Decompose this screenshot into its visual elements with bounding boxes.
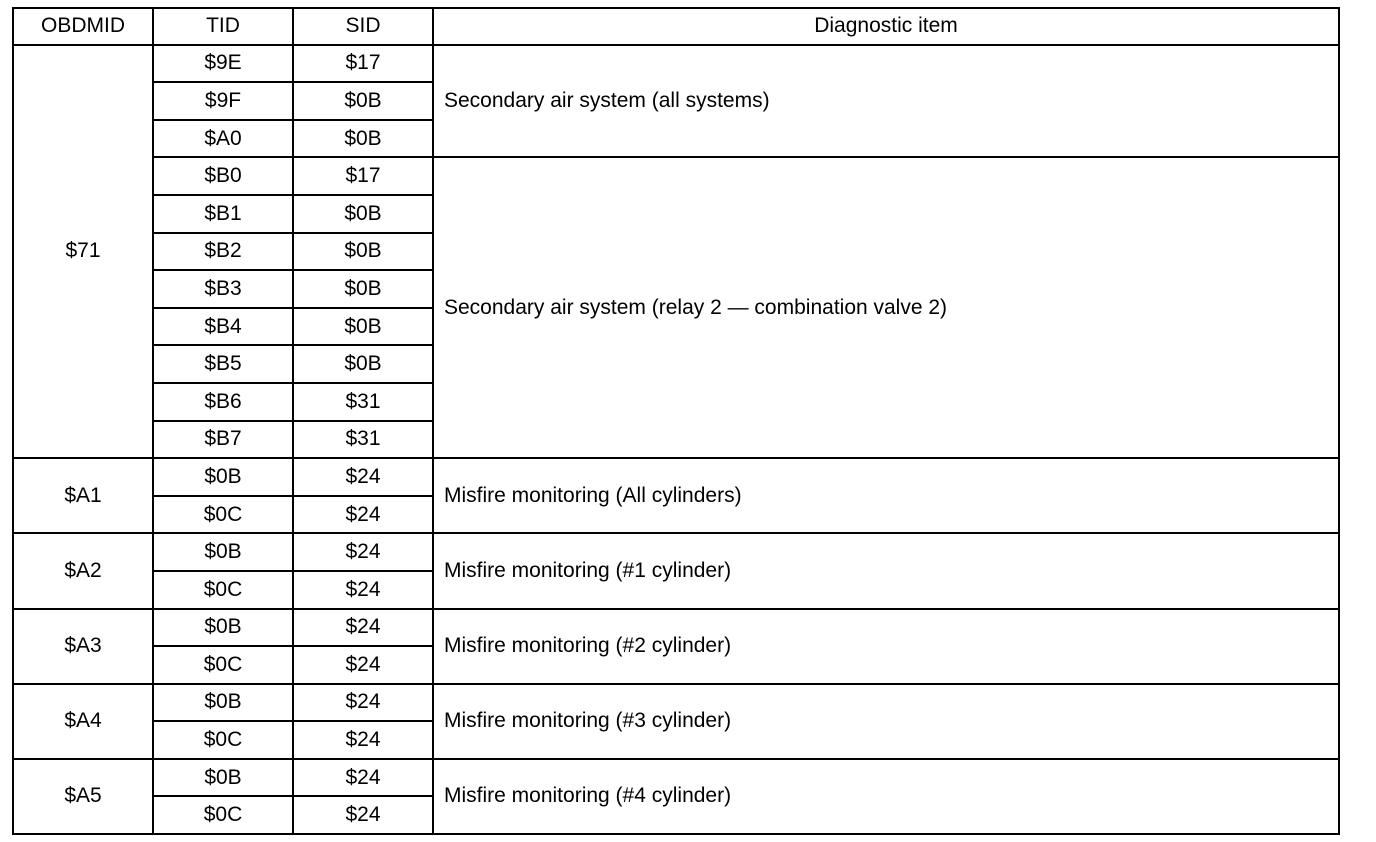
tid-cell: $9E [153, 45, 293, 83]
diagnostic-item-cell: Misfire monitoring (All cylinders) [433, 458, 1339, 533]
tid-cell: $B0 [153, 157, 293, 195]
tid-cell: $0C [153, 796, 293, 834]
obdmid-cell: $A3 [13, 609, 153, 684]
tid-cell: $B5 [153, 345, 293, 383]
obdmid-cell: $A4 [13, 684, 153, 759]
sid-cell: $31 [293, 421, 433, 459]
tid-cell: $0C [153, 571, 293, 609]
tid-cell: $0B [153, 458, 293, 496]
diagnostic-item-cell: Misfire monitoring (#2 cylinder) [433, 609, 1339, 684]
table-row [13, 458, 1339, 496]
diagnostic-item-cell: Misfire monitoring (#1 cylinder) [433, 533, 1339, 608]
tid-cell: $0B [153, 684, 293, 722]
sid-cell: $0B [293, 233, 433, 271]
sid-cell: $24 [293, 759, 433, 797]
table-row [13, 609, 1339, 647]
sid-cell: $24 [293, 609, 433, 647]
sid-cell: $24 [293, 458, 433, 496]
obdmid-cell: $A5 [13, 759, 153, 834]
sid-cell: $0B [293, 270, 433, 308]
sid-cell: $24 [293, 533, 433, 571]
tid-cell: $9F [153, 82, 293, 120]
header-diagnostic-item: Diagnostic item [433, 8, 1339, 45]
sid-cell: $24 [293, 721, 433, 759]
obdmid-cell: $71 [13, 45, 153, 459]
tid-cell: $0B [153, 759, 293, 797]
diagnostic-item-cell: Misfire monitoring (#3 cylinder) [433, 684, 1339, 759]
obdmid-cell: $A1 [13, 458, 153, 533]
sid-cell: $24 [293, 496, 433, 534]
sid-cell: $0B [293, 120, 433, 158]
tid-cell: $0C [153, 721, 293, 759]
sid-cell: $0B [293, 195, 433, 233]
tid-cell: $B2 [153, 233, 293, 271]
tid-cell: $0C [153, 646, 293, 684]
table-row [13, 684, 1339, 722]
header-sid: SID [293, 8, 433, 45]
sid-cell: $0B [293, 308, 433, 346]
header-obdmid: OBDMID [13, 8, 153, 45]
sid-cell: $31 [293, 383, 433, 421]
tid-cell: $A0 [153, 120, 293, 158]
tid-cell: $B1 [153, 195, 293, 233]
tid-cell: $0C [153, 496, 293, 534]
table-body [13, 45, 1339, 834]
table-row [13, 759, 1339, 797]
sid-cell: $24 [293, 684, 433, 722]
tid-cell: $B3 [153, 270, 293, 308]
tid-cell: $B4 [153, 308, 293, 346]
sid-cell: $0B [293, 345, 433, 383]
table-row [13, 533, 1339, 571]
tid-cell: $0B [153, 609, 293, 647]
tid-cell: $B7 [153, 421, 293, 459]
tid-cell: $B6 [153, 383, 293, 421]
sid-cell: $24 [293, 571, 433, 609]
diagnostic-item-cell: Secondary air system (all systems) [433, 45, 1339, 158]
diagnostic-item-cell: Misfire monitoring (#4 cylinder) [433, 759, 1339, 834]
sid-cell: $0B [293, 82, 433, 120]
sid-cell: $17 [293, 157, 433, 195]
obdmid-table [12, 7, 1340, 835]
diagnostic-item-cell: Secondary air system (relay 2 — combination valve 2) [433, 157, 1339, 458]
sid-cell: $24 [293, 796, 433, 834]
header-tid: TID [153, 8, 293, 45]
tid-cell: $0B [153, 533, 293, 571]
obdmid-cell: $A2 [13, 533, 153, 608]
sid-cell: $17 [293, 45, 433, 83]
header-row [13, 8, 1339, 45]
sid-cell: $24 [293, 646, 433, 684]
table-row [13, 45, 1339, 83]
table-row [13, 157, 1339, 195]
